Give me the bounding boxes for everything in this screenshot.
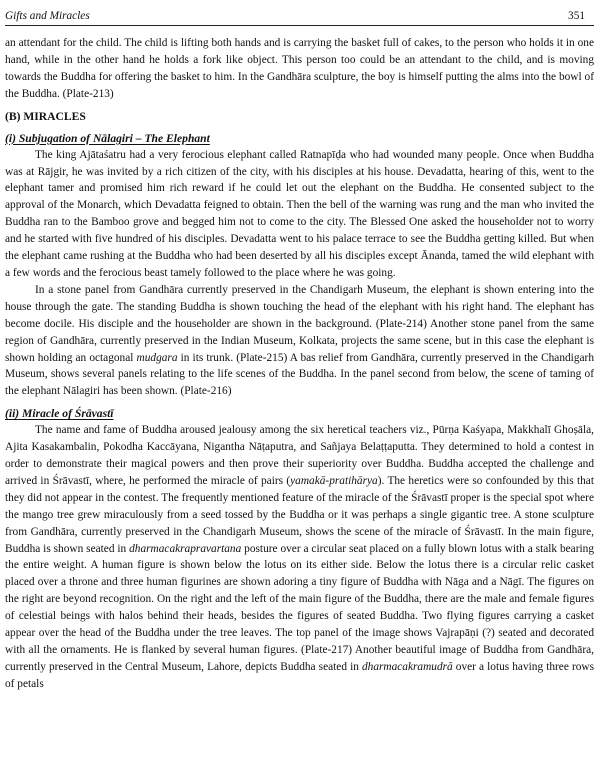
section-heading-miracles: (B) MIRACLES [5, 109, 86, 123]
paragraph-sravasti [5, 422, 594, 693]
subheading-sravasti [5, 406, 594, 422]
body-text [5, 35, 594, 693]
text-run: ). The heretics were so confounded by this that they did not appear in the contest. The frequently mentioned feature of the miracle of the Śrāvastī proper is the special spot where the mango tree grew miraculously from a seed tossed by the Buddha or it was perhaps a single gigantic tree. A stone sculpture from Gandhāra, currently preserved in the Chandigarh Museum, shows the scene of the miracle of Śrāvastī. In the main figure, Buddha is shown seated in [5, 474, 594, 555]
text-run: In a stone panel from Gandhāra currently preserved in the Chandigarh Museum, the elephant is shown entering into the house through the gate. The standing Buddha is shown touching the head of the elephant with his right hand. The elephant has become docile. His disciple and the householder are shown in the background. (Plate-214) Another stone panel from the same region of Gandhāra, currently preserved in the Indian Museum, Kolkata, projects the same scene, but in this case the elephant is shown holding an octagonal [5, 283, 594, 364]
page-number: 351 [568, 10, 585, 22]
paragraph-nalagiri-story: The king Ajātaśatru had a very ferocious elephant called Ratnapīḍa who had wounded many people. Once when Buddha was at Rājgir, he was invited by a rich citizen of the city, with his disciples at his house. Devadatta, hearing of this, went to the elephant tamer and promised him rich reward if he could let out the elephant on the Buddha. He consented subject to the approval of the Monarch, which Devadatta feigned to obtain. Then the bell of the warning was rung and the man who invited the Buddha ran to the Bamboo grove and begged him not to come to the city. The Blessed One asked the householder not to worry and he started with five hundred of his disciples. Devadatta went to his palace terrace to see the Buddha getting killed. But when the elephant came rushing at the Buddha who had been deserted by all his disciples except Ānanda, tamed the wild elephant with a few words and the ferocious beast tamely followed to the place where he was going. [5, 148, 594, 279]
emphasis-term: dharmacakrapravartana [129, 542, 242, 555]
subheading-sravasti-text: (ii) Miracle of Śrāvastī [5, 407, 114, 421]
running-header [5, 8, 594, 26]
emphasis-term: mudgara [136, 351, 178, 364]
paragraph-intro: an attendant for the child. The child is lifting both hands and is carrying the basket full of cakes, to the person who holds it in one hand, while in the other hand he holds a fork like object. This person too could be an attendant to the child, and is moving towards the Buddha for offering the basket to him. In the Gandhāra sculpture, the boy is himself putting the alms into the bowl of the Buddha. (Plate-213) [5, 37, 594, 100]
emphasis-term: dharmacakramudrā [361, 660, 453, 673]
subheading-nalagiri [5, 131, 594, 147]
paragraph-nalagiri-sculptures [5, 282, 594, 400]
text-run: posture over a circular seat placed on a fully blown lotus with a stalk bearing the entire weight. A human figure is shown below the lotus on its either side. Below the lotus there is a circular relic casket placed over a throne and three human figurines are shown adoring a tiny figure of Buddha with Nāga and a Nāgī. The figures on the right are beyond recognition. On the right and the left of the main figure of the Buddha, there are the male and female figures of celestial beings with halos behind their heads, besides the figures of seated Buddha. Two flying figures carrying a casket appear over the head of the Buddha under the tree leaves. The top panel of the image shows Vajrapāṇi (?) seated and decorated with all the ornaments. He is flanked by several human figures. (Plate-217) Another beautiful image of Buddha from Gandhāra, currently preserved in the Central Museum, Lahore, depicts Buddha seated in [5, 542, 594, 673]
text-run: The name and fame of Buddha aroused jealousy among the six heretical teachers viz., Pūrṇa Kaśyapa, Makkhalī Ghoṣāla, Ajita Kasakambalin, Pokodha Kaccāyana, Nigantha Nāṭaputra, and Sañjaya Belaṭṭaputta. They determined to hold a contest in order to demonstrate their magical powers and then prove their superiority over Buddha. Buddha accepted the challenge and arrived in Śrāvastī, where, he performed the miracle of pairs ( [5, 424, 594, 487]
running-title: Gifts and Miracles [5, 10, 90, 22]
text-run: over a lotus having three rows of petals [5, 660, 594, 690]
subheading-nalagiri-text: (i) Subjugation of Nālagiri – The Elephant [5, 131, 210, 145]
text-run: in its trunk. (Plate-215) A bas relief from Gandhāra, currently preserved in the Chandigarh Museum, shows several panels relating to the life scenes of the Buddha. In the panel second from below, the scene of taming of the elephant Nālagiri has been shown. (Plate-216) [5, 351, 594, 398]
emphasis-term: yamakā-pratihārya [290, 474, 378, 487]
